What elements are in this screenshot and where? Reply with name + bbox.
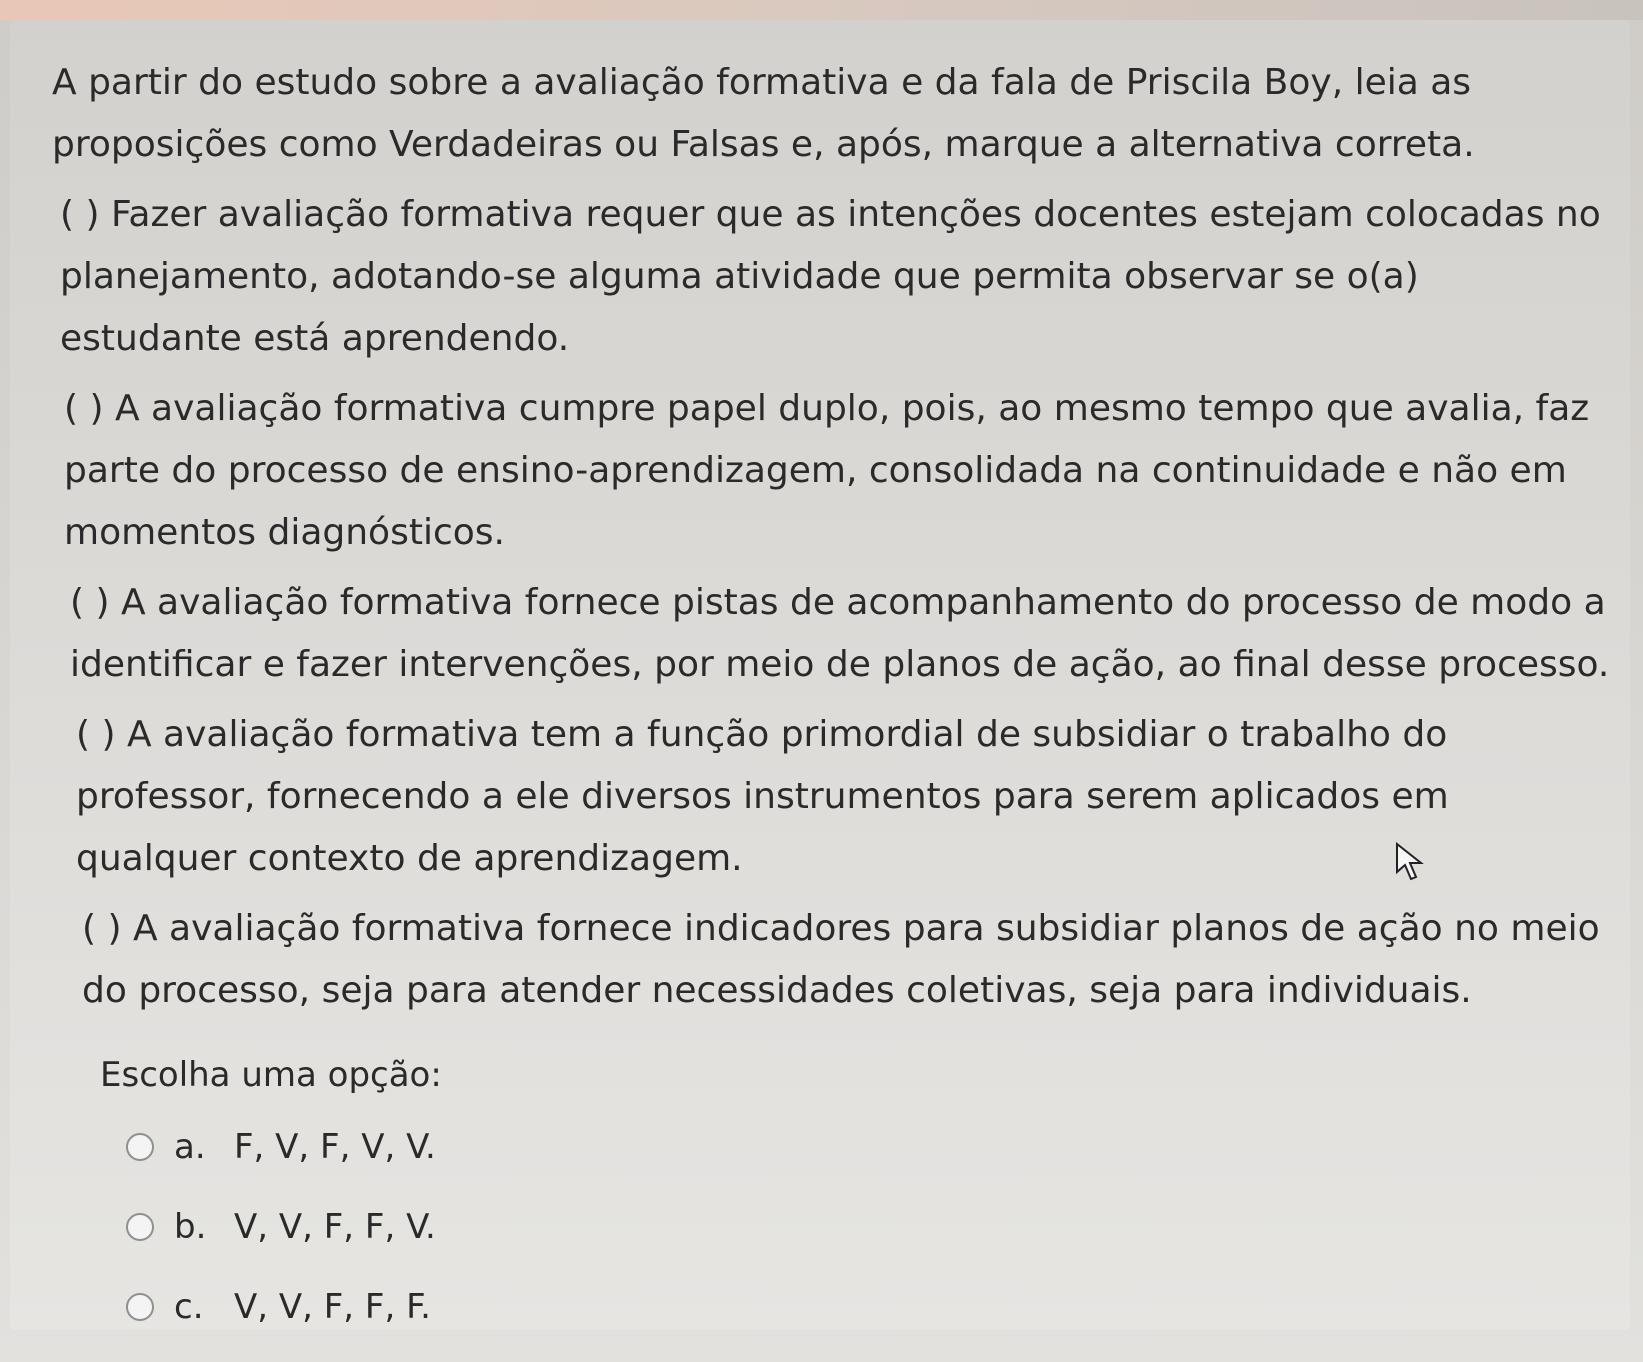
question-text (52, 52, 1612, 1030)
option-letter: b. (174, 1207, 207, 1247)
proposition-4: ( ) A avaliação formativa tem a função primordial de subsidiar o trabalho do professor, fornecendo a ele diversos instrumentos para serem aplicados em qualquer contexto de aprendizagem. (76, 714, 1449, 879)
option-text: V, V, F, F, F. (234, 1287, 431, 1327)
radio-button-icon[interactable] (126, 1293, 154, 1321)
choose-option-label: Escolha uma opção: (100, 1055, 442, 1095)
option-a[interactable] (126, 1127, 436, 1167)
option-b[interactable] (126, 1207, 436, 1247)
top-strip (0, 0, 1643, 20)
option-text: V, V, F, F, V. (234, 1207, 436, 1247)
option-text: F, V, F, V, V. (234, 1127, 436, 1167)
proposition-1: ( ) Fazer avaliação formativa requer que as intenções docentes estejam colocadas no planejamento, adotando-se alguma atividade que permita observar se o(a) estudante está aprendendo. (60, 194, 1601, 359)
proposition-2: ( ) A avaliação formativa cumpre papel duplo, pois, ao mesmo tempo que avalia, faz parte do processo de ensino-aprendizagem, consolidada na continuidade e não em momentos diagnósticos. (64, 388, 1590, 553)
question-intro: A partir do estudo sobre a avaliação formativa e da fala de Priscila Boy, leia as proposições como Verdadeiras ou Falsas e, após, marque a alternativa correta. (52, 62, 1475, 165)
option-c[interactable] (126, 1287, 431, 1327)
mouse-pointer-icon (1395, 842, 1429, 888)
proposition-3: ( ) A avaliação formativa fornece pistas de acompanhamento do processo de modo a identificar e fazer intervenções, por meio de planos de ação, ao final desse processo. (70, 582, 1610, 685)
option-letter: c. (174, 1287, 204, 1327)
option-letter: a. (174, 1127, 206, 1167)
proposition-5: ( ) A avaliação formativa fornece indicadores para subsidiar planos de ação no meio do processo, seja para atender necessidades coletivas, seja para individuais. (82, 908, 1600, 1011)
radio-button-icon[interactable] (126, 1133, 154, 1161)
radio-button-icon[interactable] (126, 1213, 154, 1241)
